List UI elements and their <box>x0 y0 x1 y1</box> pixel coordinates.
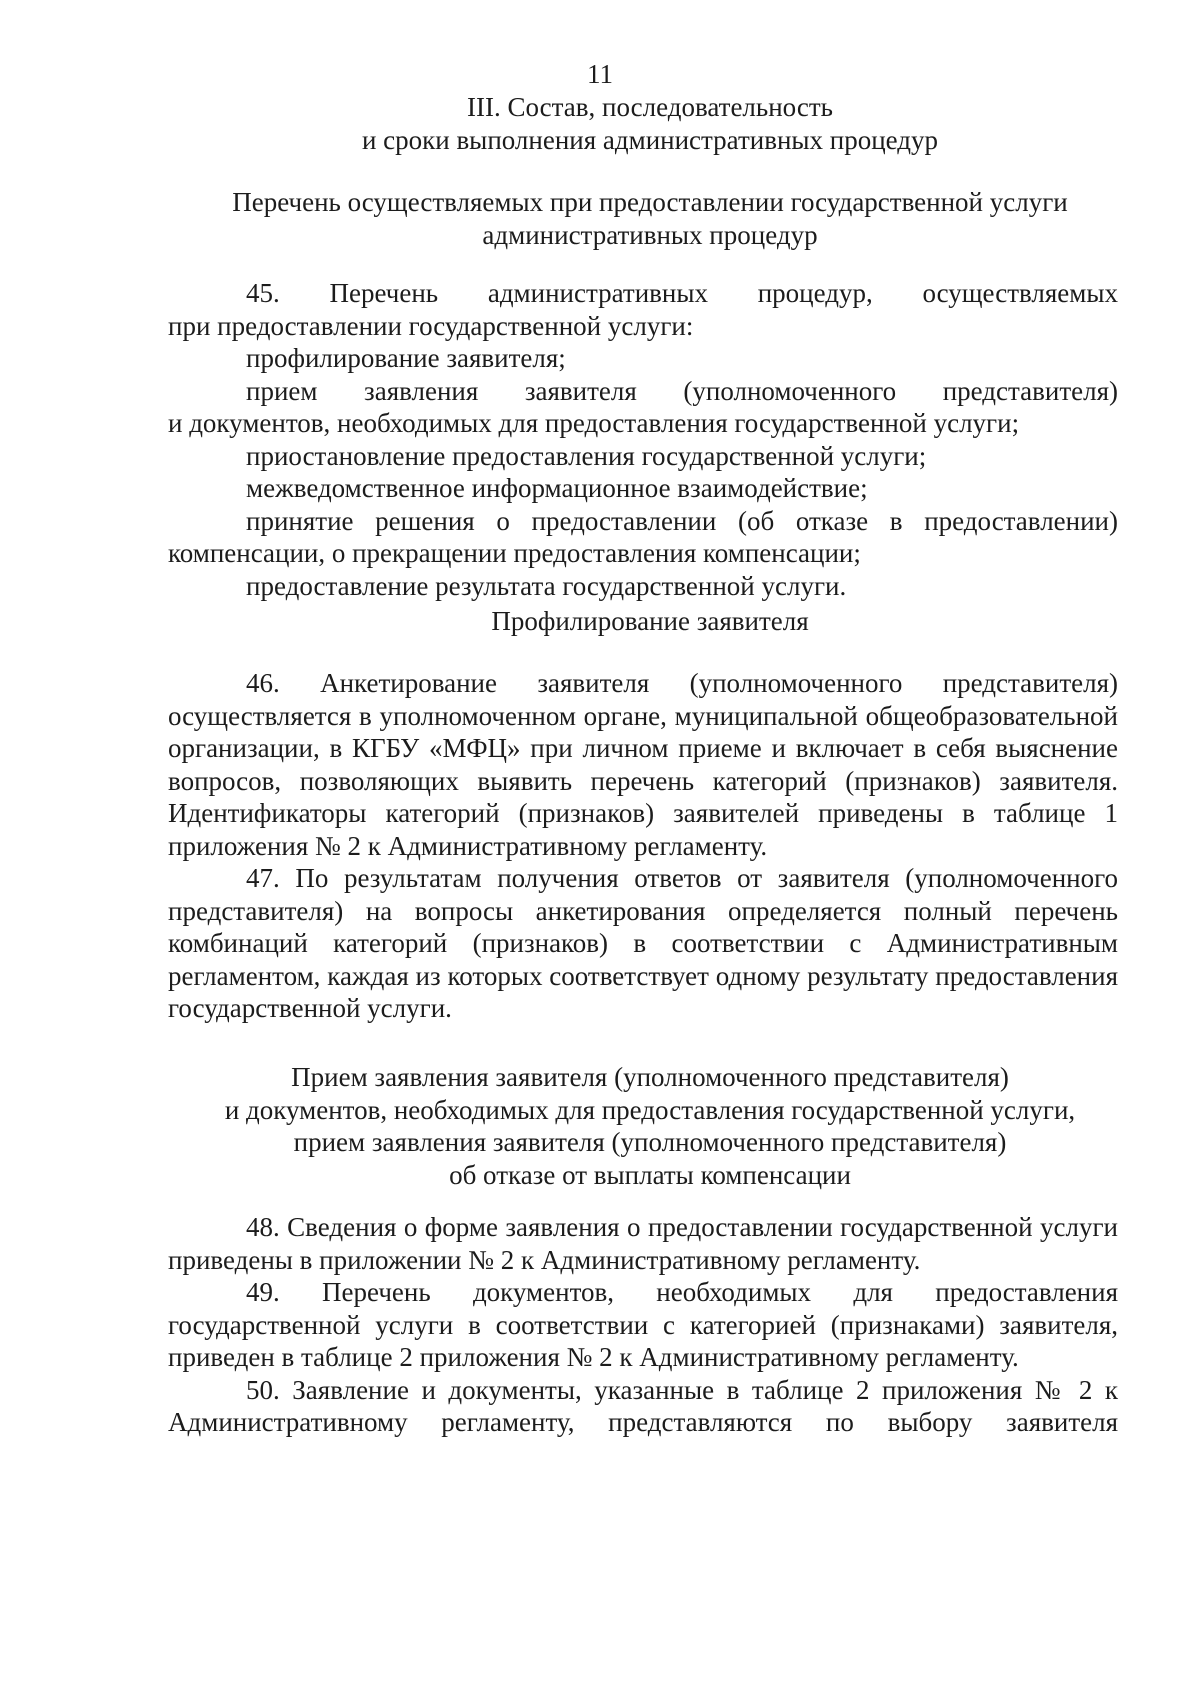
p45-line: 45. Перечень административных процедур, осуществляемых <box>246 278 1118 308</box>
section-title-line: III. Состав, последовательность <box>467 92 833 122</box>
subsection-title-line: и документов, необходимых для предоставления государственной услуги, <box>224 1094 1076 1125</box>
paragraphs-46-47 <box>168 667 1118 1025</box>
section-title-line: и сроки выполнения административных процедур <box>361 124 939 155</box>
subsection-title-procedures <box>150 186 1150 251</box>
section-title <box>150 91 1150 156</box>
page-number: 11 <box>587 59 613 89</box>
p45-line: при предоставлении государственной услуги: <box>168 310 694 341</box>
subsection-title-line: прием заявления заявителя (уполномоченного представителя) <box>293 1127 1007 1157</box>
subsection-title-reception <box>150 1061 1150 1191</box>
paragraph-48: 48. Сведения о форме заявления о предоставлении государственной услуги приведены в приложении № 2 к Административному регламенту. <box>168 1212 1118 1275</box>
subsection-title-profiling: Профилирование заявителя <box>491 606 809 636</box>
list-item: предоставление результата государственной услуги. <box>246 570 847 601</box>
list-item: принятие решения о предоставлении (об отказе в предоставлении) <box>246 505 1118 536</box>
list-item: профилирование заявителя; <box>246 343 566 373</box>
paragraph-46: 46. Анкетирование заявителя (уполномоченного представителя) осуществляется в уполномоченном органе, муниципальной общеобразовательной организации, в КГБУ «МФЦ» при личном приеме и включает в себя выяснение вопросов, позволяющих выявить перечень категорий (признаков) заявителя. Идентификаторы категорий (признаков) заявителей приведены в таблице 1 приложения № 2 к Административному регламенту. <box>168 668 1118 861</box>
list-item: межведомственное информационное взаимодействие; <box>246 473 868 503</box>
paragraphs-48-50 <box>168 1211 1118 1439</box>
list-item: приостановление предоставления государственной услуги; <box>246 440 927 471</box>
subsection-title-line: Прием заявления заявителя (уполномоченного представителя) <box>291 1062 1009 1092</box>
paragraph-45 <box>168 277 1118 602</box>
paragraph-49: 49. Перечень документов, необходимых для предоставления государственной услуги в соответствии с категорией (признаками) заявителя, приведен в таблице 2 приложения № 2 к Административному регламенту. <box>168 1277 1118 1372</box>
subsection-title-line: об отказе от выплаты компенсации <box>449 1159 851 1190</box>
paragraph-50: 50. Заявление и документы, указанные в таблице 2 приложения № 2 к Административному регламенту, представляются по выбору заявителя <box>168 1374 1118 1437</box>
list-item: прием заявления заявителя (уполномоченного представителя) <box>246 375 1118 406</box>
paragraph-47: 47. По результатам получения ответов от заявителя (уполномоченного представителя) на вопросы анкетирования определяется полный перечень комбинаций категорий (признаков) в соответствии с Административным регламентом, каждая из которых соответствует одному результату предоставления государственной услуги. <box>168 863 1118 1023</box>
subsection-title-line: административных процедур <box>482 219 818 250</box>
list-item-continuation: и документов, необходимых для предоставления государственной услуги; <box>168 408 1020 438</box>
list-item-continuation: компенсации, о прекращении предоставления компенсации; <box>168 538 861 568</box>
subsection-title-line: Перечень осуществляемых при предоставлении государственной услуги <box>232 187 1068 217</box>
